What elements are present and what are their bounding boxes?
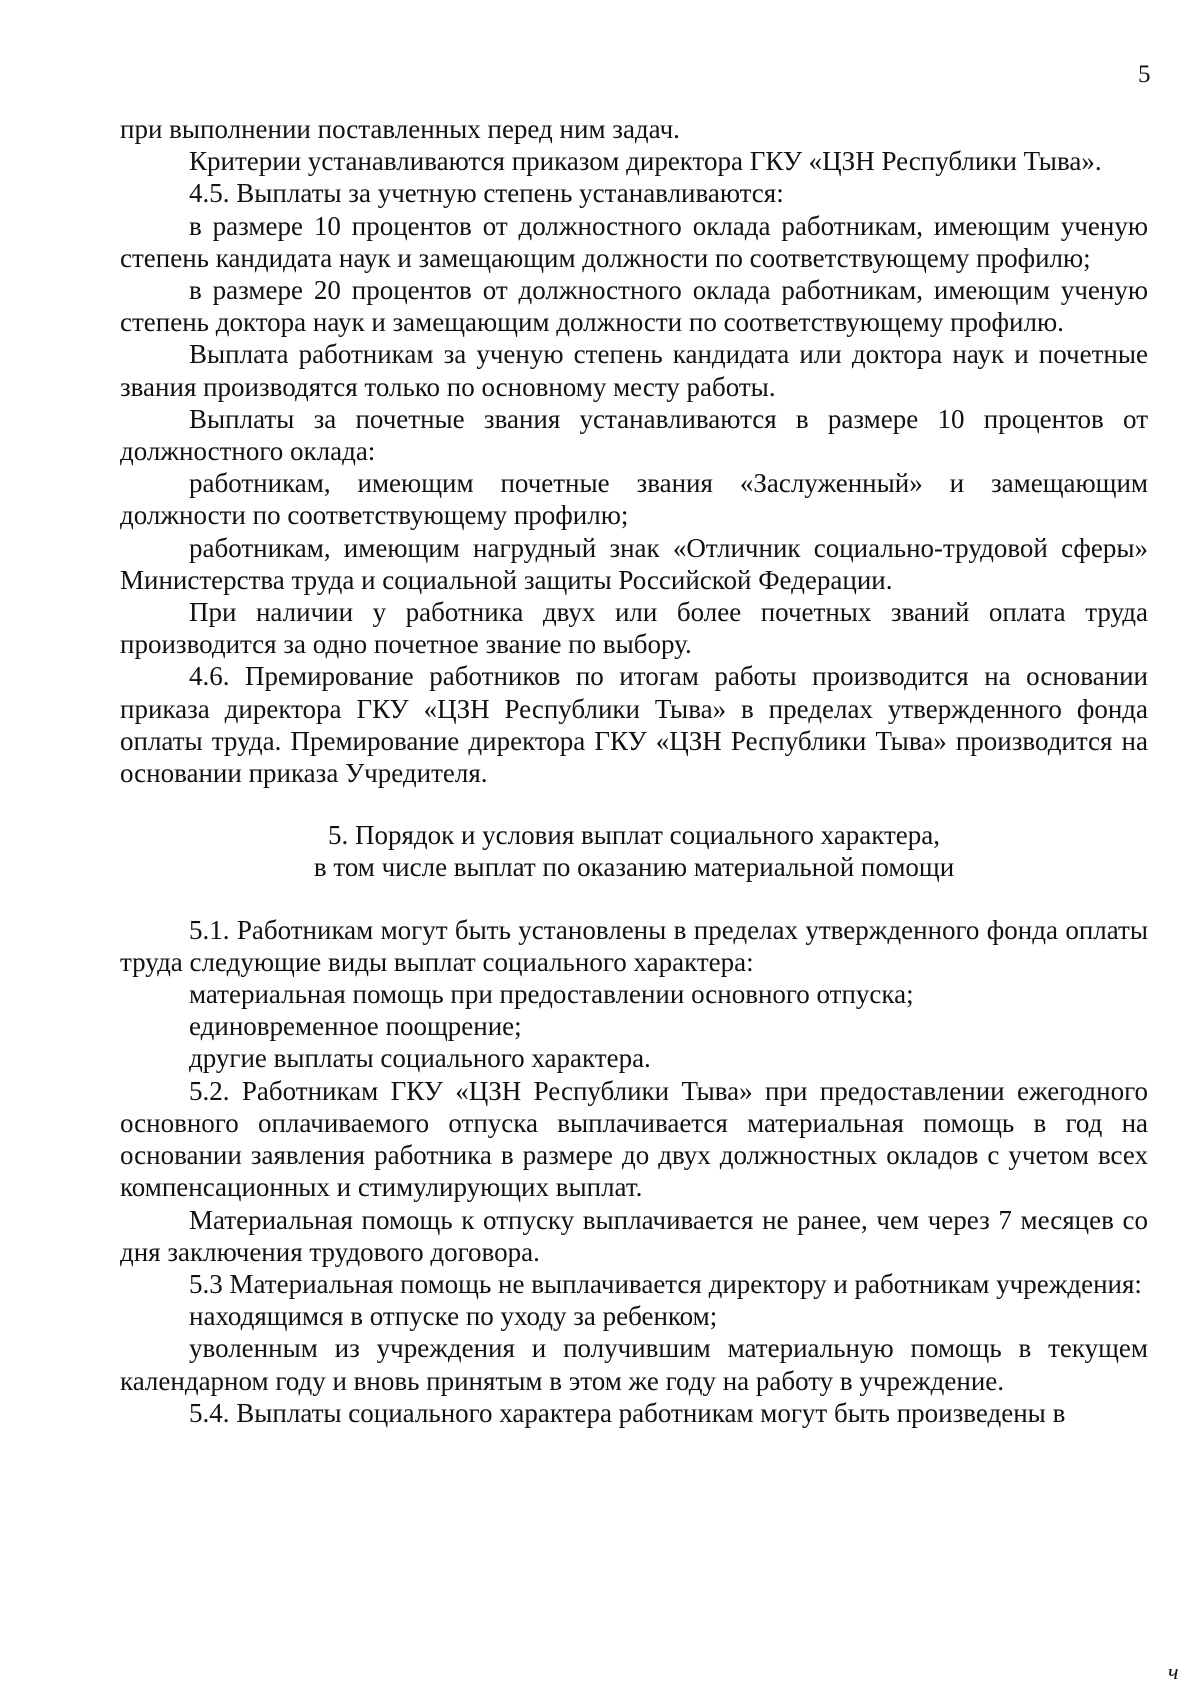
page-number: 5 [1138,61,1151,88]
paragraph: при выполнении поставленных перед ним задач. [120,114,680,144]
paragraph: работникам, имеющим нагрудный знак «Отличник социально-трудовой сферы» Министерства труда и социальной защиты Российской Федерации. [120,532,1148,595]
paragraph: 5.1. Работникам могут быть установлены в пределах утвержденного фонда оплаты труда следующие виды выплат социального характера: [120,914,1148,977]
paragraph: 4.5. Выплаты за учетную степень устанавливаются: [189,178,784,209]
paragraph: 5.2. Работникам ГКУ «ЦЗН Республики Тыва» при предоставлении ежегодного основного оплачиваемого отпуска выплачивается материальная помощь в год на основании заявления работника в размере до двух должностных окладов с учетом всех компенсационных и стимулирующих выплат. [120,1075,1148,1203]
section-heading-line: в том числе выплат по оказанию материальной помощи [313,852,955,883]
paragraph: Выплаты за почетные звания устанавливаются в размере 10 процентов от должностного оклада: [120,403,1148,467]
paragraph: находящимся в отпуске по уходу за ребенком; [189,1301,718,1332]
handwritten-mark: ч [1168,1659,1179,1684]
paragraph: Материальная помощь к отпуску выплачивается не ранее, чем через 7 месяцев со дня заключения трудового договора. [120,1204,1148,1267]
paragraph: работникам, имеющим почетные звания «Заслуженный» и замещающим должности по соответствующему профилю; [120,468,1148,531]
paragraph: Критерии устанавливаются приказом директора ГКУ «ЦЗН Республики Тыва». [189,146,1102,177]
paragraph: 4.6. Премирование работников по итогам работы производится на основании приказа директора ГКУ «ЦЗН Республики Тыва» в пределах утвержденного фонда оплаты труда. Премирование директора ГКУ «ЦЗН Республики Тыва» производится на основании приказа Учредителя. [120,661,1148,789]
section-heading [120,819,1148,883]
paragraph: При наличии у работника двух или более почетных званий оплата труда производится за одно почетное звание по выбору. [120,597,1148,660]
paragraph: 5.3 Материальная помощь не выплачивается директору и работникам учреждения: [189,1268,1142,1299]
paragraph: в размере 10 процентов от должностного оклада работникам, имеющим ученую степень кандидата наук и замещающим должности по соответствующему профилю; [120,210,1148,273]
paragraph: другие выплаты социального характера. [189,1043,651,1074]
paragraph: уволенным из учреждения и получившим материальную помощь в текущем календарном году и вновь принятым в этом же году на работу в учреждение. [120,1333,1148,1396]
paragraph: 5.4. Выплаты социального характера работникам могут быть произведены в [189,1397,1066,1428]
section-heading-line: 5. Порядок и условия выплат социального характера, [327,820,941,851]
paragraph: материальная помощь при предоставлении основного отпуска; [189,979,914,1010]
document-body [120,113,1148,1429]
paragraph: Выплата работникам за ученую степень кандидата или доктора наук и почетные звания производятся только по основному месту работы. [120,339,1148,402]
paragraph: в размере 20 процентов от должностного оклада работникам, имеющим ученую степень доктора наук и замещающим должности по соответствующему профилю. [120,275,1148,338]
paragraph: единовременное поощрение; [189,1011,522,1042]
